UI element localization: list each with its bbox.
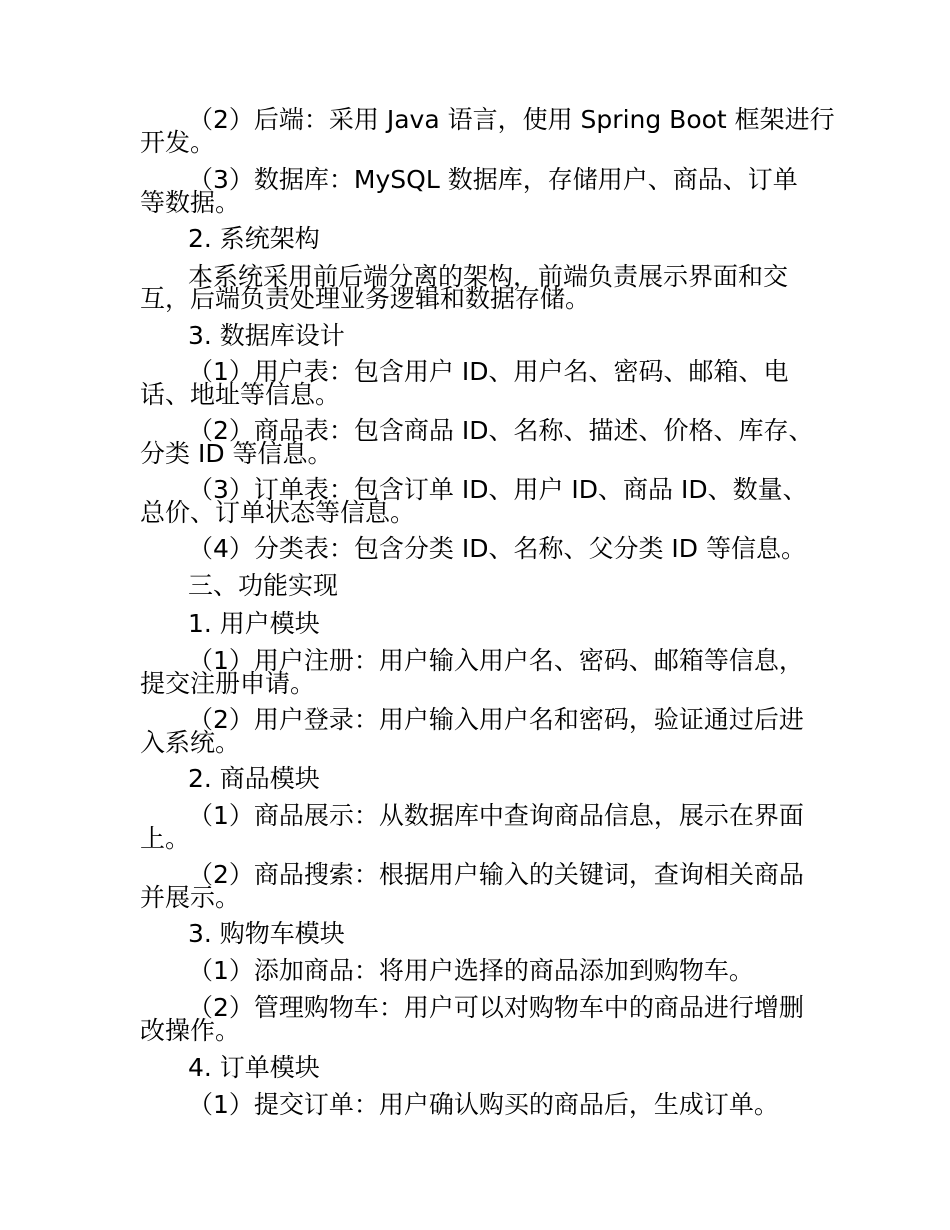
section-heading: 1. 用户模块	[188, 609, 320, 638]
text-line: （1）用户注册：用户输入用户名、密码、邮箱等信息，	[188, 646, 804, 675]
text-line: 改操作。	[140, 1016, 241, 1045]
text-line: 上。	[140, 824, 191, 853]
text-line: 互，后端负责处理业务逻辑和数据存储。	[140, 284, 591, 313]
section-heading: 2. 商品模块	[188, 764, 320, 793]
text-line: 入系统。	[140, 728, 241, 757]
section-heading: 4. 订单模块	[188, 1053, 320, 1082]
text-line: 并展示。	[140, 883, 241, 912]
text-line: 总价、订单状态等信息。	[140, 498, 416, 527]
text-line: （1）用户表：包含用户 ID、用户名、密码、邮箱、电	[188, 357, 789, 386]
text-line: 话、地址等信息。	[140, 380, 341, 409]
section-heading: 2. 系统架构	[188, 224, 320, 253]
text-line: （4）分类表：包含分类 ID、名称、父分类 ID 等信息。	[188, 534, 806, 563]
text-line: 分类 ID 等信息。	[140, 439, 333, 468]
text-line: （1）添加商品：将用户选择的商品添加到购物车。	[188, 956, 754, 985]
text-line: （3）数据库：MySQL 数据库，存储用户、商品、订单	[188, 165, 798, 194]
text-line: 提交注册申请。	[140, 669, 316, 698]
text-line: 本系统采用前后端分离的架构，前端负责展示界面和交	[188, 262, 789, 291]
text-line: 开发。	[140, 128, 216, 157]
text-line: （2）用户登录：用户输入用户名和密码，验证通过后进	[188, 705, 804, 734]
section-heading: 3. 购物车模块	[188, 919, 345, 948]
section-heading: 3. 数据库设计	[188, 321, 345, 350]
text-line: （2）商品搜索：根据用户输入的关键词，查询相关商品	[188, 860, 804, 889]
text-line: 等数据。	[140, 188, 241, 217]
text-line: （2）后端：采用 Java 语言，使用 Spring Boot 框架进行	[188, 105, 835, 134]
text-line: （2）管理购物车：用户可以对购物车中的商品进行增删	[188, 993, 804, 1022]
text-line: （2）商品表：包含商品 ID、名称、描述、价格、库存、	[188, 416, 814, 445]
text-line: （1）商品展示：从数据库中查询商品信息，展示在界面	[188, 801, 804, 830]
text-line: （1）提交订单：用户确认购买的商品后，生成订单。	[188, 1090, 779, 1119]
text-line: （3）订单表：包含订单 ID、用户 ID、商品 ID、数量、	[188, 475, 808, 504]
section-heading: 三、功能实现	[188, 571, 339, 600]
